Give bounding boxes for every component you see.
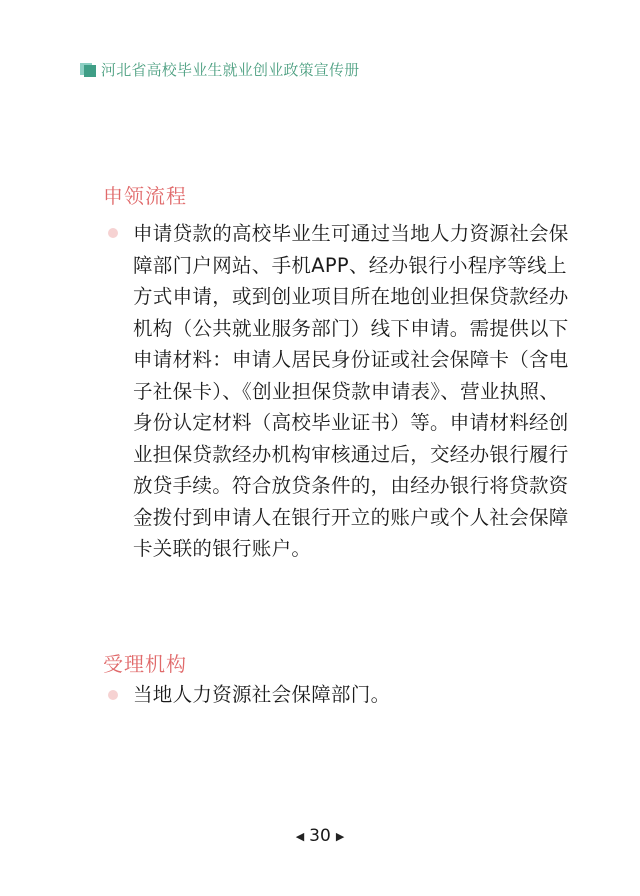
section-title-handling-agency: 受理机构 [103,652,187,676]
section-title-application-process: 申领流程 [103,184,187,208]
next-page-icon[interactable]: ▶ [335,830,345,843]
page-footer [0,826,640,846]
section-body-application-process: 申请贷款的高校毕业生可通过当地人力资源社会保障部门户网站、手机APP、经办银行小程序等线上方式申请，或到创业项目所在地创业担保贷款经办机构（公共就业服务部门）线下申请。需提供以下申请材料：申请人居民身份证或社会保障卡（含电子社保卡）、《创业担保贷款申请表》、营业执照、身份认定材料（高校毕业证书）等。申请材料经创业担保贷款经办机构审核通过后，交经办银行履行放贷手续。符合放贷条件的，由经办银行将贷款资金拨付到申请人在银行开立的账户或个人社会保障卡关联的银行账户。 [133,222,569,560]
page-header [80,59,359,79]
page-number: 30 [309,826,331,846]
bullet-dot-icon [108,690,118,700]
header-title: 河北省高校毕业生就业创业政策宣传册 [101,60,360,79]
header-square-dark [84,65,96,77]
bullet-dot-icon [108,228,118,238]
header-square-icon [80,61,96,77]
prev-page-icon[interactable]: ◀ [295,830,305,843]
section-body-handling-agency: 当地人力资源社会保障部门。 [133,683,391,706]
